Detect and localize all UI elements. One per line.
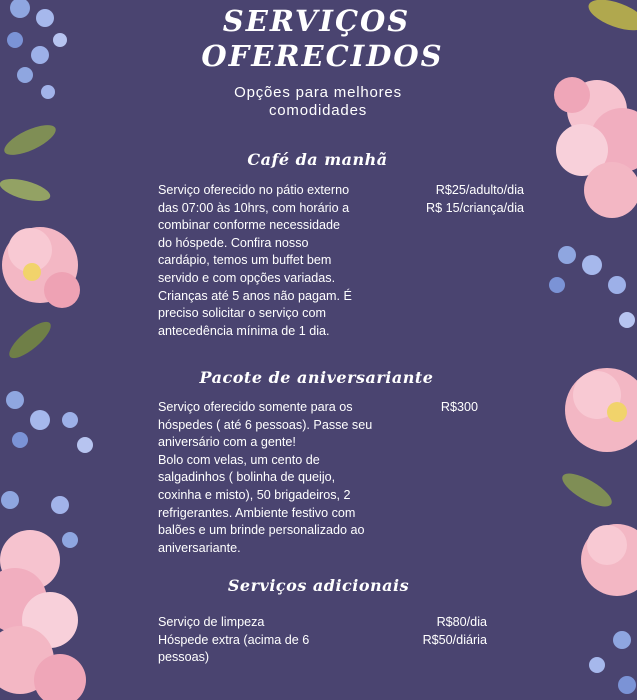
description-line: Crianças até 5 anos não pagam. É [158,288,352,303]
description-line: antecedência mínima de 1 dia. [158,323,330,338]
pink-hydrangea-icon [554,77,637,218]
description-line: combinar conforme necessidade [158,218,341,233]
extra-label-line1: Hóspede extra (acima de 6 [158,632,310,647]
description-line: balões e um brinde personalizado ao [158,523,365,538]
cafe-section-title: Café da manhã [247,150,388,169]
limpeza-label: Serviço de limpeza [158,615,265,629]
aniversario-price: R$300 [440,400,478,414]
description-line: refrigerantes. Ambiente festivo com [158,505,356,520]
aniversario-section-title: Pacote de aniversariante [199,368,434,387]
description-line: preciso solicitar o serviço com [158,306,326,321]
cafe-price-child: R$ 15/criança/dia [425,200,524,215]
blue-flowers-icon [1,391,93,548]
cafe-price-adult: R$25/adulto/dia [435,183,524,197]
description-line: Serviço oferecido no pátio externo [158,183,350,197]
description-line: do hóspede. Confira nosso [158,235,309,250]
description-line: aniversário com a gente! [158,435,296,450]
adicionais-description [158,614,309,667]
page-title-line1: SERVIÇOS [222,4,411,38]
leaf-icon [558,467,616,512]
cafe-description [158,182,352,340]
left-floral-decoration [0,0,110,700]
extra-price: R$50/diária [422,632,487,647]
blue-flowers-icon [549,246,635,328]
description-line: das 07:00 às 10hrs, com horário a [158,200,350,215]
aniversario-description [158,399,372,557]
description-line: hóspedes ( até 6 pessoas). Passe seu [158,417,373,432]
description-line: coxinha e misto), 50 brigadeiros, 2 [158,487,351,502]
description-line: cardápio, temos um buffet bem [158,253,332,268]
description-line: Bolo com velas, um cento de [158,452,320,467]
limpeza-price: R$80/dia [436,615,487,629]
leaf-icon [4,316,55,363]
adicionais-section-title: Serviços adicionais [227,576,410,595]
extra-label-line2: pessoas) [158,650,210,665]
pink-hydrangea-icon [0,530,86,700]
subtitle-line2: comodidades [268,102,368,119]
pink-rose-icon [2,227,80,308]
cafe-prices [426,182,524,217]
description-line: aniversariante. [158,540,241,555]
page-title-line2: OFERECIDOS [201,39,444,73]
description-line: salgadinhos ( bolinha de queijo, [158,470,336,485]
subtitle-line1: Opções para melhores [234,84,402,101]
blue-flowers-icon [589,631,636,694]
adicionais-prices [423,614,487,649]
description-line: Serviço oferecido somente para os [158,400,353,414]
right-floral-decoration [527,0,637,700]
description-line: servido e com opções variadas. [158,270,336,285]
subtitle [200,84,436,120]
